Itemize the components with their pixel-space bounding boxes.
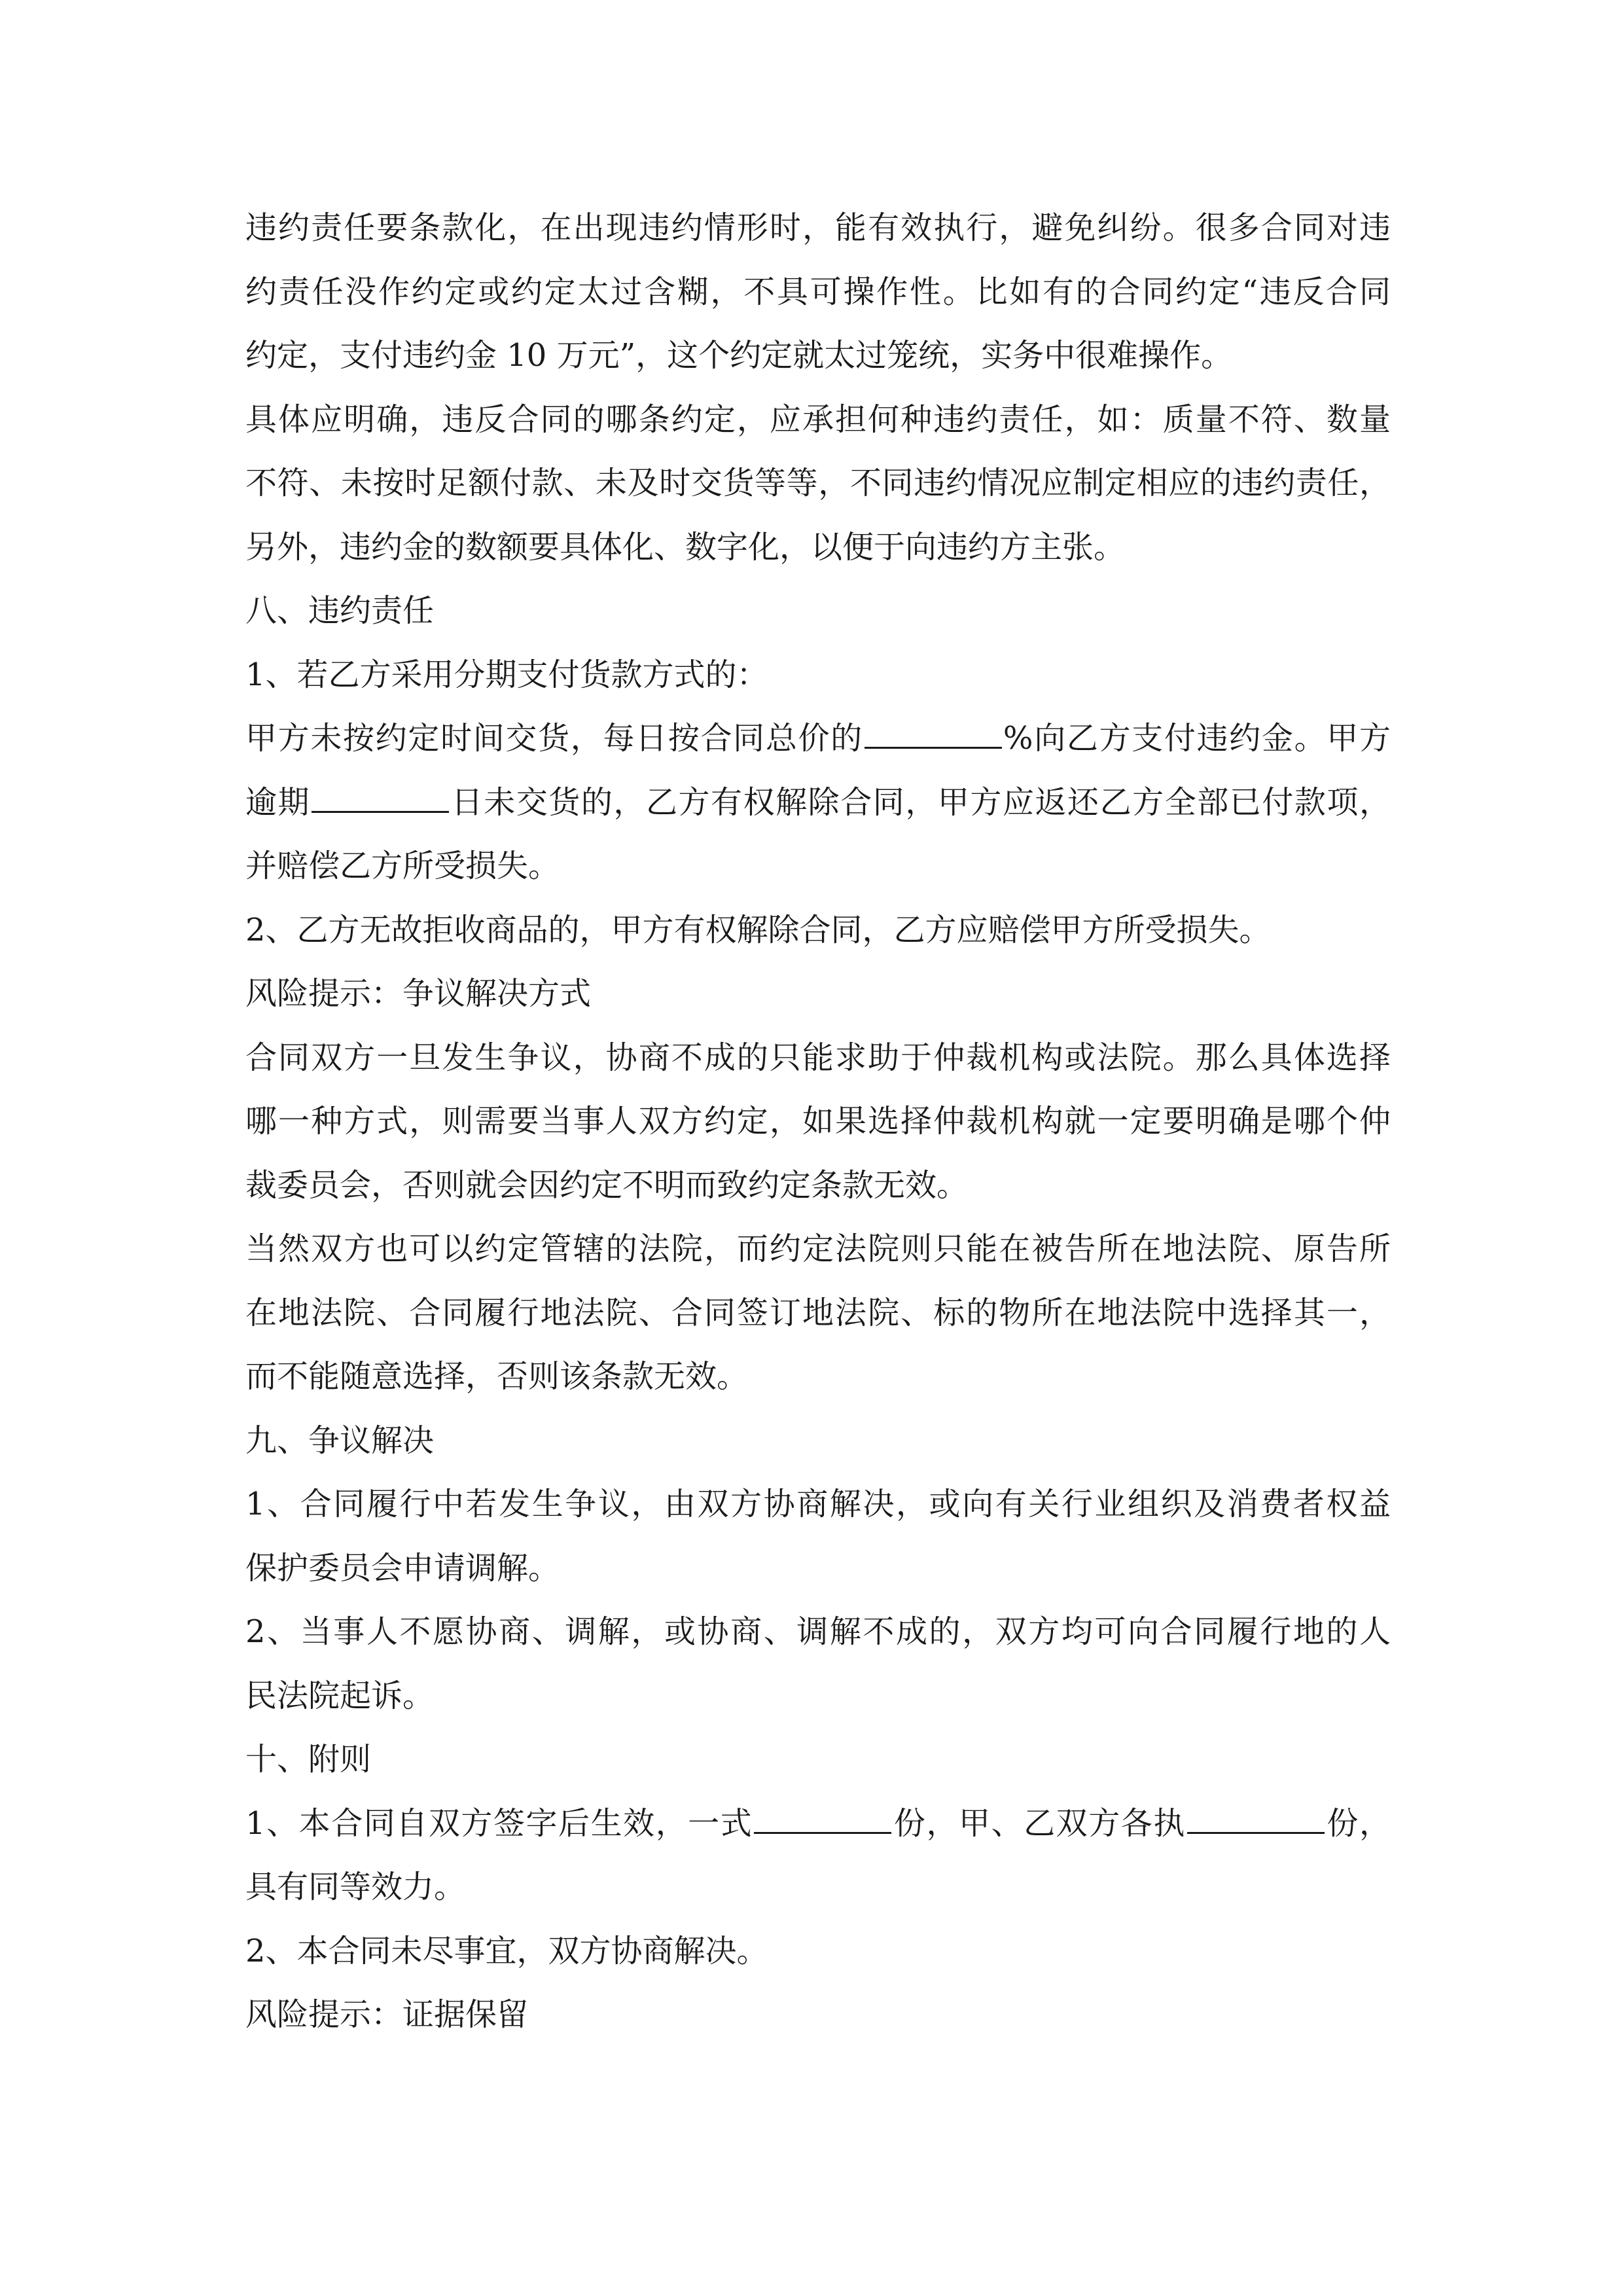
paragraph-breach-clause-intro — [245, 196, 1391, 388]
paragraph-arbitration — [245, 1026, 1391, 1218]
risk-tip-dispute — [245, 962, 1391, 1026]
clause-unresolved-matters — [245, 1920, 1391, 1984]
text-line: 约定，支付违约金 10 万元”，这个约定就太过笼统，实务中很难操作。 — [245, 337, 1233, 374]
section-title: 八、违约责任 — [245, 592, 435, 629]
paragraph-breach-specifics — [245, 388, 1391, 580]
text-line: 违约责任要条款化，在出现违约情形时，能有效执行，避免纠纷。很多合同对违 — [245, 209, 1391, 246]
document-body — [245, 196, 1391, 2047]
text-line: 具体应明确，违反合同的哪条约定，应承担何种违约责任，如：质量不符、数量 — [245, 401, 1391, 438]
text-line: 而不能随意选择，否则该条款无效。 — [245, 1358, 749, 1395]
text-line — [245, 707, 1391, 771]
section-heading-dispute — [245, 1409, 1391, 1473]
text-line: 另外，违约金的数额要具体化、数字化，以便于向违约方主张。 — [245, 528, 1126, 565]
text-fragment: 日未交货的，乙方有权解除合同，甲方应返还乙方全部已付款项， — [450, 783, 1391, 821]
fill-blank-percent[interactable] — [865, 721, 1002, 749]
clause-litigation — [245, 1600, 1391, 1728]
fill-blank-days[interactable] — [312, 785, 449, 813]
text-fragment: 甲方未按约定时间交货，每日按合同总价的 — [245, 720, 863, 757]
text-line: 民法院起诉。 — [245, 1677, 435, 1714]
risk-tip-title: 风险提示：争议解决方式 — [245, 975, 592, 1012]
clause-late-delivery — [245, 707, 1391, 899]
text-line: 2、当事人不愿协商、调解，或协商、调解不成的，双方均可向合同履行地的人 — [245, 1613, 1391, 1650]
section-title: 九、争议解决 — [245, 1422, 435, 1459]
text-line: 1、合同履行中若发生争议，由双方协商解决，或向有关行业组织及消费者权益 — [245, 1486, 1391, 1522]
text-line: 裁委员会，否则就会因约定不明而致约定条款无效。 — [245, 1166, 969, 1204]
section-title: 十、附则 — [245, 1741, 372, 1778]
text-line: 合同双方一旦发生争议，协商不成的只能求助于仲裁机构或法院。那么具体选择 — [245, 1039, 1391, 1076]
text-line: 具有同等效力。 — [245, 1869, 466, 1905]
text-line: 当然双方也可以约定管辖的法院，而约定法院则只能在被告所在地法院、原告所 — [245, 1230, 1391, 1267]
text-fragment: %向乙方支付违约金。甲方 — [1003, 720, 1391, 757]
risk-tip-evidence — [245, 1983, 1391, 2047]
text-line: 2、乙方无故拒收商品的，甲方有权解除合同，乙方应赔偿甲方所受损失。 — [245, 911, 1271, 948]
clause-negotiation — [245, 1473, 1391, 1600]
text-line: 1、若乙方采用分期支付货款方式的： — [245, 656, 768, 693]
text-line: 在地法院、合同履行地法院、合同签订地法院、标的物所在地法院中选择其一， — [245, 1294, 1391, 1331]
text-line — [245, 771, 1391, 835]
text-line: 2、本合同未尽事宜，双方协商解决。 — [245, 1932, 768, 1969]
clause-installment — [245, 643, 1391, 708]
section-heading-breach — [245, 579, 1391, 643]
fill-blank-copies[interactable] — [754, 1806, 891, 1834]
text-fragment: 份，甲、乙双方各执 — [893, 1804, 1186, 1842]
fill-blank-copies-each[interactable] — [1187, 1806, 1325, 1834]
text-line: 保护委员会申请调解。 — [245, 1549, 560, 1587]
paragraph-jurisdiction — [245, 1217, 1391, 1409]
text-line: 哪一种方式，则需要当事人双方约定，如果选择仲裁机构就一定要明确是哪个仲 — [245, 1103, 1391, 1139]
text-fragment: 份， — [1325, 1804, 1391, 1842]
text-line: 并赔偿乙方所受损失。 — [245, 848, 560, 884]
text-line: 约责任没作约定或约定太过含糊，不具可操作性。比如有的合同约定“违反合同 — [245, 273, 1391, 310]
section-heading-supplementary — [245, 1728, 1391, 1792]
text-fragment: 逾期 — [245, 783, 311, 821]
text-fragment: 1、本合同自双方签字后生效，一式 — [245, 1804, 753, 1842]
clause-effectiveness — [245, 1792, 1391, 1920]
clause-rejection — [245, 899, 1391, 963]
text-line — [245, 1792, 1391, 1856]
risk-tip-title: 风险提示：证据保留 — [245, 1996, 529, 2033]
text-line: 不符、未按时足额付款、未及时交货等等，不同违约情况应制定相应的违约责任， — [245, 465, 1391, 501]
